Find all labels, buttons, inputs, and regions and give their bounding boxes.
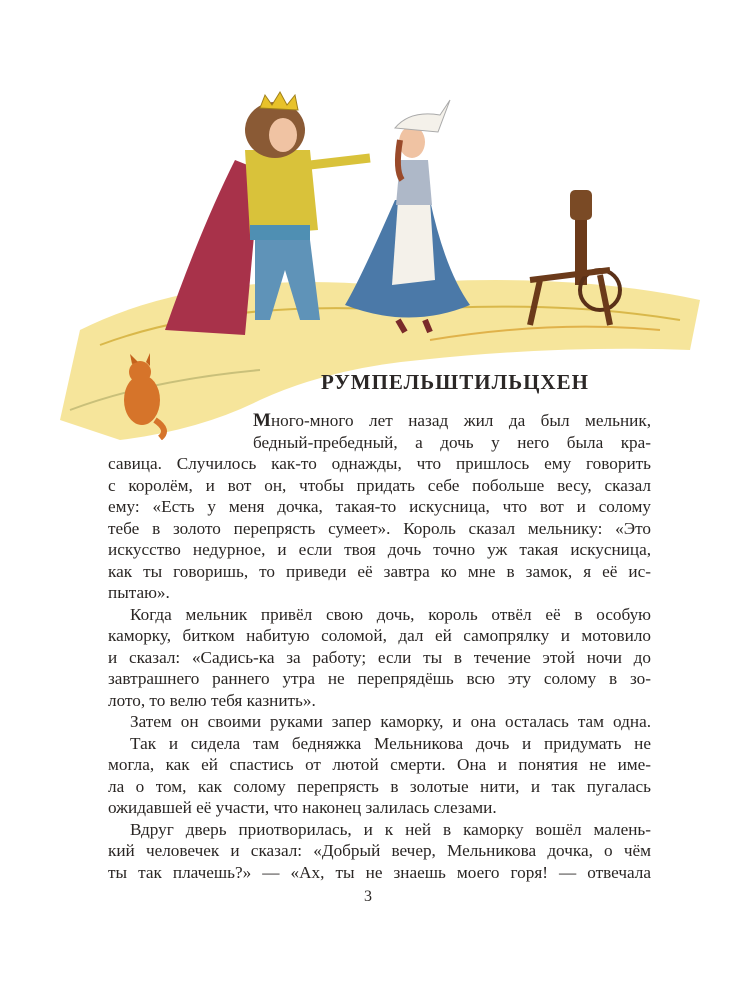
text-line: завтрашнего раннего утра не перепрядёшь всю эту солому в зо- [108,669,651,688]
text-line: ты так плачешь?» — «Ах, ты не знаешь моего горя! — отвечала [108,862,651,882]
text-fragment: ного-много лет назад жил да был мельник, [270,411,651,430]
drop-cap: М [253,410,271,431]
text-line: каморку, битком набитую соломой, дал ей самопрялку и мотовило [108,626,651,645]
text-line: лото, то велю тебя казнить». [108,690,316,710]
text-line [253,411,651,431]
text-line: ла о том, как солому перепрясть в золотые нити, и так пугалась [108,776,651,796]
text-line: савица. Случилось как-то однажды, что пришлось ему говорить [108,454,651,473]
text-line: Вдруг дверь приотворилась, и к ней в каморку вошёл малень- [130,819,651,839]
text-line: ему: «Есть у меня дочка, такая-то искусница, что вот и солому [108,497,651,516]
text-line: Когда мельник привёл свою дочь, король отвёл её в особую [130,604,651,624]
miller-daughter-figure [345,100,470,332]
text-line: кий человечек и сказал: «Добрый вечер, Мельникова дочка, о чём [108,841,651,860]
page-number: 3 [364,888,372,905]
text-line: и сказал: «Садись-ка за работу; если ты в течение этой ночи до [108,647,651,667]
text-line: Так и сидела там бедняжка Мельникова дочь и придумать не [130,733,651,753]
text-line: как ты говоришь, то приведи её завтра ко мне в замок, я её ис- [108,561,651,581]
text-line: могла, как ей спастись от лютой смерти. Она и понятия не име- [108,755,651,774]
text-line: пытаю». [108,583,170,602]
text-line: бедный-пребедный, а дочь у него была кра- [253,432,651,452]
text-line: искусство недурное, и если твоя дочь точно уж такая искусница, [108,540,651,559]
text-line: ожидавшей её участи, что наконец залилась слезами. [108,798,497,817]
story-title: РУМПЕЛЬШТИЛЬЦХЕН [321,370,589,394]
text-line: с королём, и вот он, чтобы придать себе побольше весу, сказал [108,475,651,495]
text-line: тебе в золото перепрясть сумеет». Король сказал мельнику: «Это [108,518,651,538]
text-line: Затем он своими руками запер каморку, и она осталась там одна. [130,712,651,731]
